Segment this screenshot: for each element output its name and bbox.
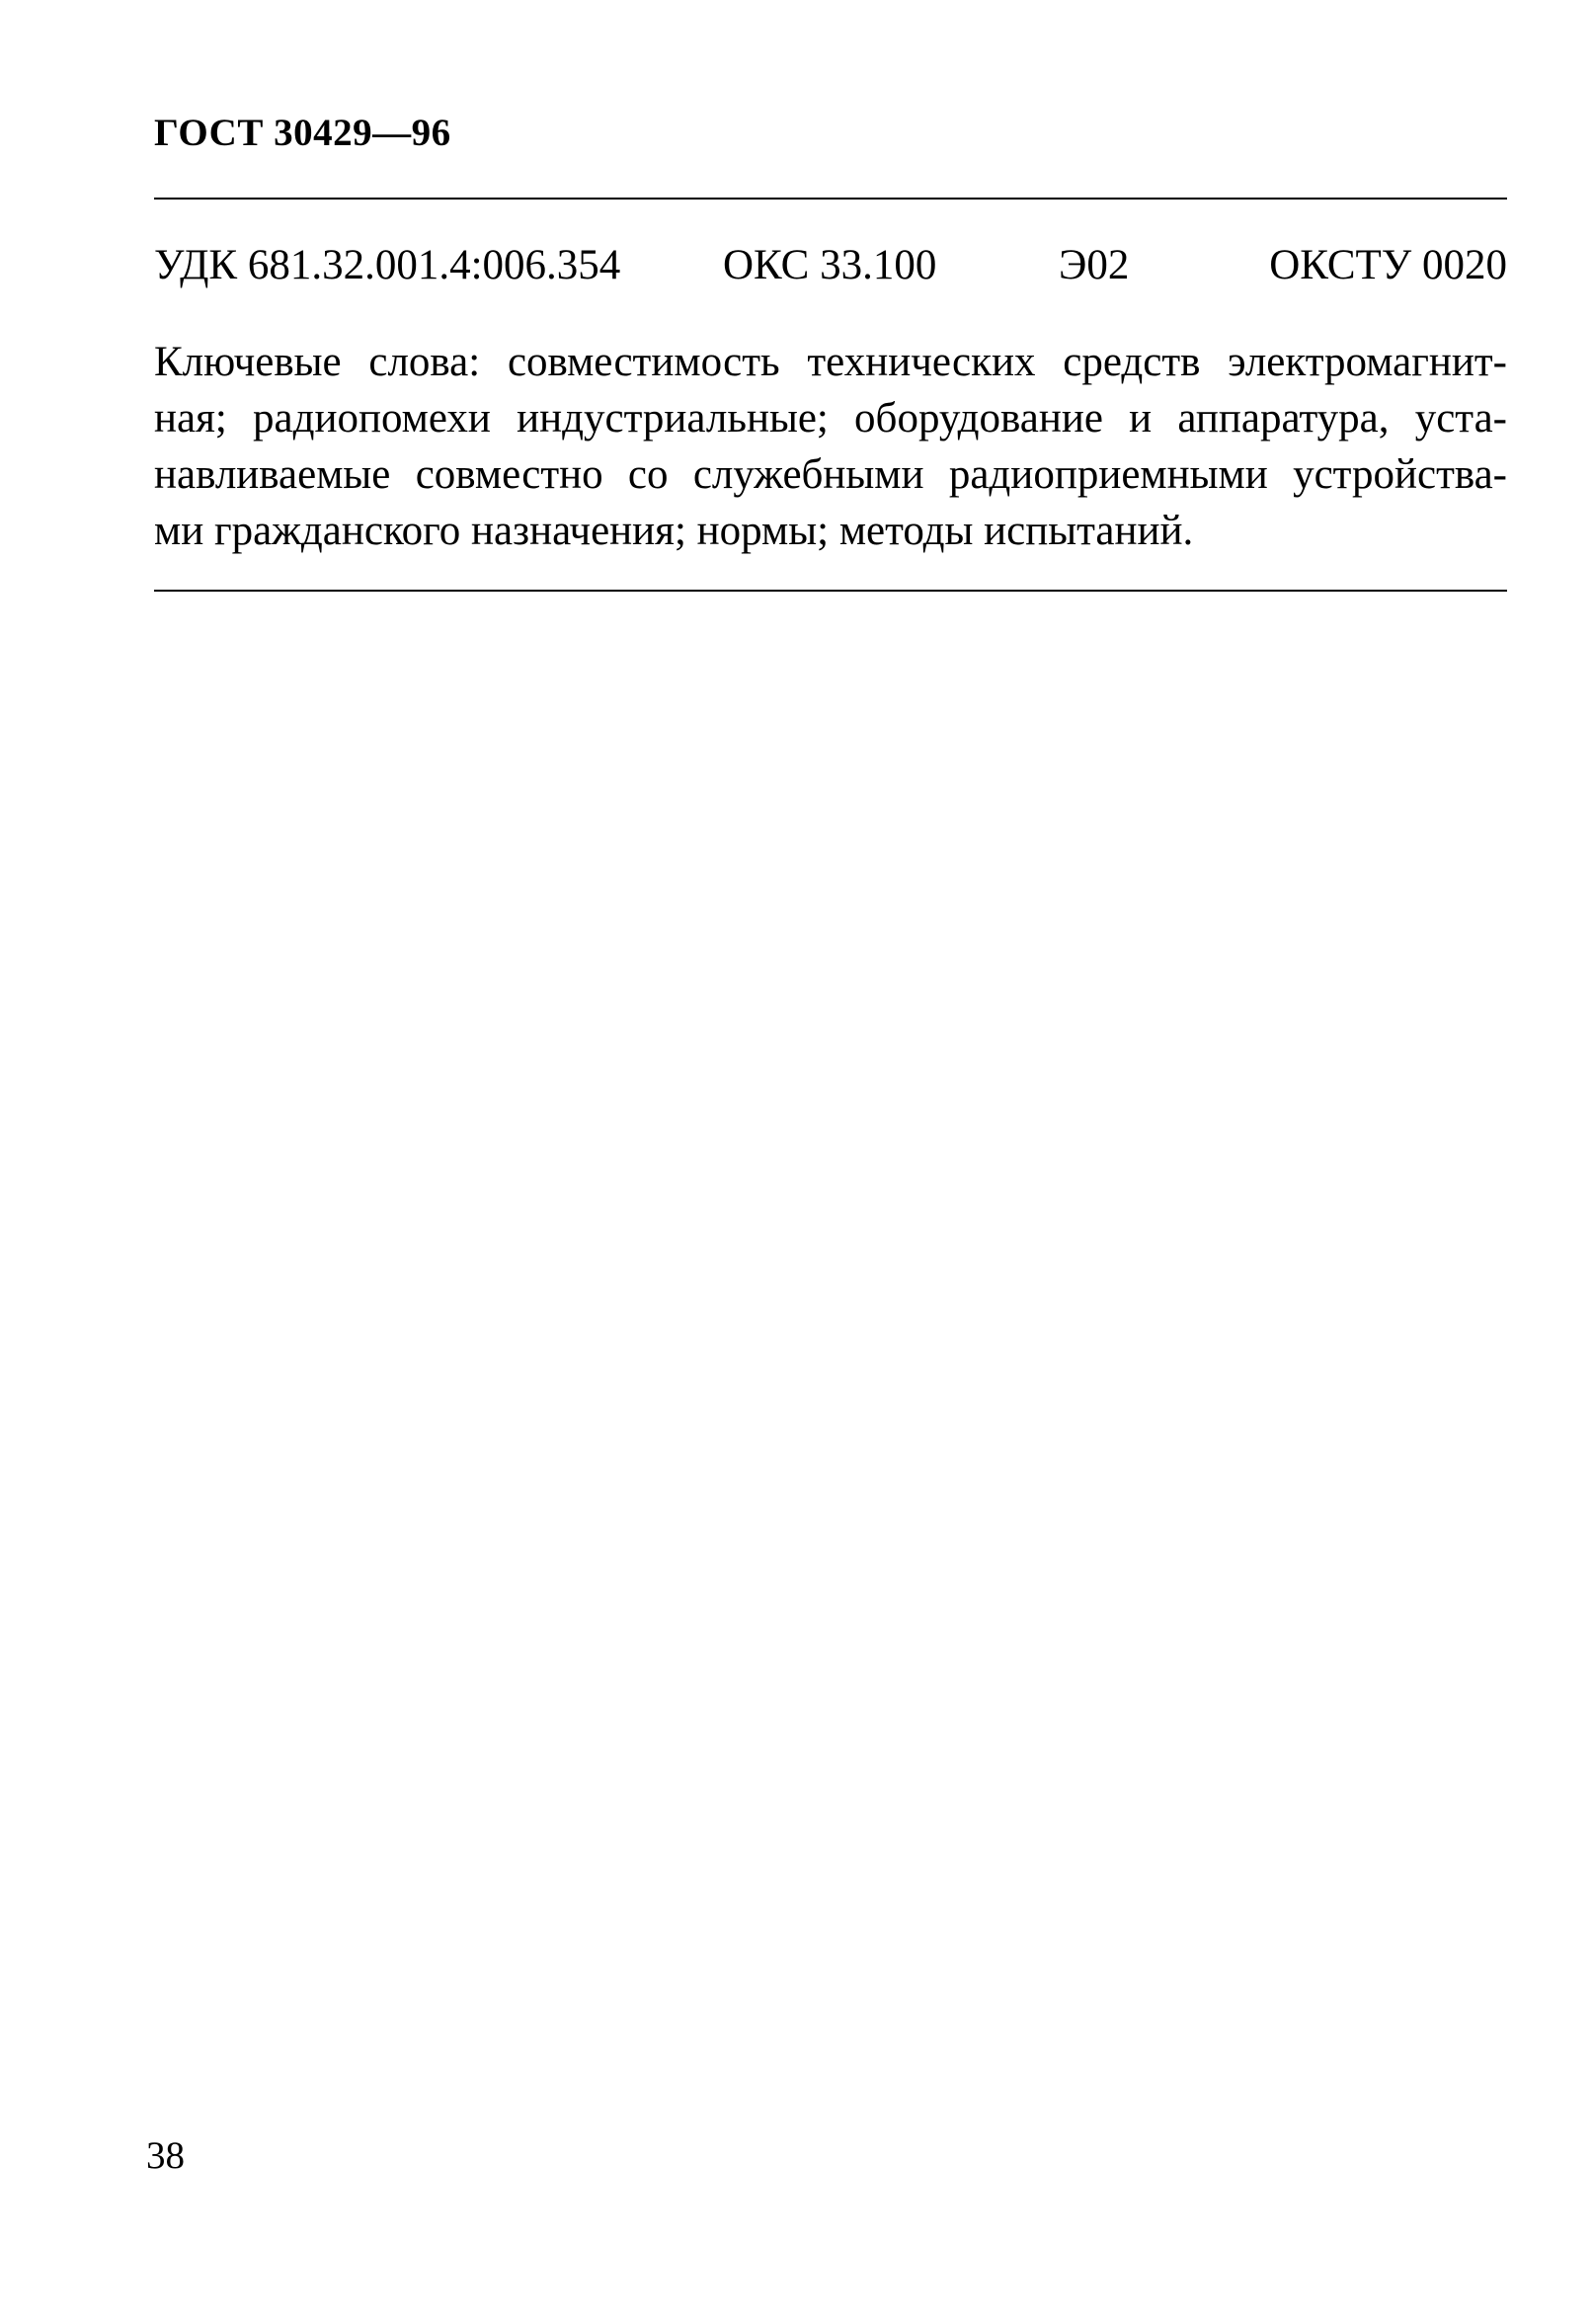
bottom-divider	[154, 590, 1507, 592]
keywords-paragraph	[154, 334, 1507, 559]
udk-code: УДК 681.32.001.4:006.354	[154, 242, 621, 288]
classification-codes	[154, 241, 1507, 300]
e-code: Э02	[1059, 242, 1130, 288]
oks-code: ОКС 33.100	[723, 242, 937, 288]
keywords-line: Ключевые слова: совместимость технических средств электромагнит-	[154, 339, 1507, 385]
okstu-code: ОКСТУ 0020	[1269, 242, 1507, 288]
top-divider	[154, 198, 1507, 200]
page-number: 38	[146, 2134, 185, 2177]
keywords-line: ми гражданского назначения; нормы; методы испытаний.	[154, 508, 1194, 554]
keywords-line: навливаемые совместно со служебными радиоприемными устройства-	[154, 451, 1507, 498]
document-title: ГОСТ 30429—96	[154, 112, 451, 154]
keywords-line: ная; радиопомехи индустриальные; оборудование и аппаратура, уста-	[154, 395, 1507, 441]
